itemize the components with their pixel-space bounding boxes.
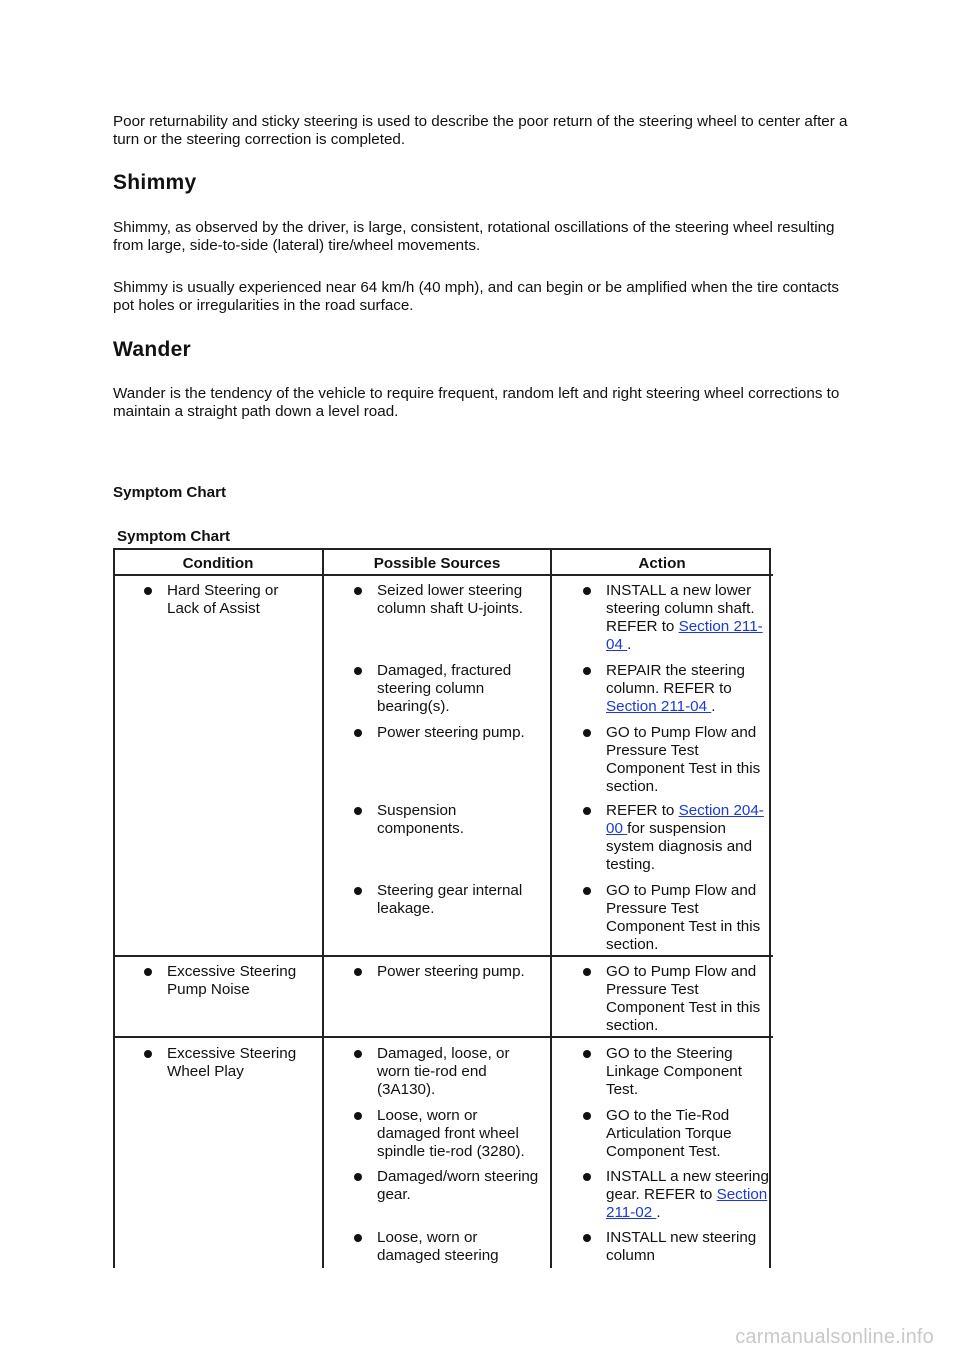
condition-text: Excessive Steering Pump Noise xyxy=(167,963,297,998)
bullet-icon xyxy=(354,1173,362,1181)
row-divider xyxy=(113,574,773,576)
bullet-icon xyxy=(354,1112,362,1120)
action-text: INSTALL a new lower steering column shaft. REFER to Section 211-04 . xyxy=(606,582,763,653)
source-cell xyxy=(354,963,539,981)
bullet-icon xyxy=(354,887,362,895)
section-link[interactable]: Section 211-04 xyxy=(606,618,763,653)
returnability-paragraph: Poor returnability and sticky steering is used to describe the poor return of the steering wheel to center after a turn or the steering correction is completed. xyxy=(113,113,848,148)
action-text: REFER to Section 204-00 for suspension system diagnosis and testing. xyxy=(606,802,764,873)
source-text: Power steering pump. xyxy=(377,724,525,741)
bullet-icon xyxy=(583,1234,591,1242)
action-cell xyxy=(583,882,773,954)
column-divider xyxy=(550,548,552,1268)
source-cell xyxy=(354,882,539,918)
source-cell xyxy=(354,724,539,742)
source-text: Power steering pump. xyxy=(377,963,525,980)
action-text: GO to Pump Flow and Pressure Test Component Test in this section. xyxy=(606,882,761,953)
action-text: REPAIR the steering column. REFER to Section 211-04 . xyxy=(606,662,746,715)
bullet-icon xyxy=(144,1050,152,1058)
action-cell xyxy=(583,963,773,1035)
action-cell xyxy=(583,582,773,654)
action-text: GO to Pump Flow and Pressure Test Component Test in this section. xyxy=(606,724,761,795)
bullet-icon xyxy=(583,667,591,675)
bullet-icon xyxy=(583,587,591,595)
section-link[interactable]: Section 211-04 xyxy=(606,698,712,715)
row-divider xyxy=(113,1036,773,1038)
source-cell xyxy=(354,662,539,716)
action-cell xyxy=(583,1107,773,1161)
shimmy-paragraph-1: Shimmy, as observed by the driver, is large, consistent, rotational oscillations of the steering wheel resulting from large, side-to-side (lateral) tire/wheel movements. xyxy=(113,219,835,254)
bullet-icon xyxy=(583,1112,591,1120)
action-text: GO to the Steering Linkage Component Test. xyxy=(606,1045,742,1098)
source-text: Loose, worn or damaged front wheel spindle tie-rod (3280). xyxy=(377,1107,525,1160)
table-caption: Symptom Chart xyxy=(117,528,231,545)
bullet-icon xyxy=(354,1050,362,1058)
bullet-icon xyxy=(583,887,591,895)
bullet-icon xyxy=(354,968,362,976)
source-text: Loose, worn or damaged steering xyxy=(377,1229,499,1264)
bullet-icon xyxy=(354,1234,362,1242)
bullet-icon xyxy=(583,729,591,737)
source-cell xyxy=(354,582,539,618)
action-cell xyxy=(583,802,773,874)
symptom-chart-heading: Symptom Chart xyxy=(113,484,227,501)
action-text: INSTALL a new steering gear. REFER to Section 211-02 . xyxy=(606,1168,769,1221)
action-text: INSTALL new steering column xyxy=(606,1229,757,1264)
condition-cell xyxy=(144,963,304,999)
action-text: GO to Pump Flow and Pressure Test Component Test in this section. xyxy=(606,963,761,1034)
wander-heading: Wander xyxy=(113,338,192,361)
bullet-icon xyxy=(583,807,591,815)
source-text: Suspension components. xyxy=(377,802,464,837)
bullet-icon xyxy=(354,807,362,815)
bullet-icon xyxy=(354,667,362,675)
source-cell xyxy=(354,802,539,838)
action-cell xyxy=(583,1045,773,1099)
source-text: Damaged, fractured steering column bearing(s). xyxy=(377,662,512,715)
action-text: GO to the Tie-Rod Articulation Torque Component Test. xyxy=(606,1107,732,1160)
header-condition: Condition xyxy=(182,555,254,572)
action-cell xyxy=(583,1229,773,1265)
bullet-icon xyxy=(354,587,362,595)
condition-cell xyxy=(144,582,304,618)
source-cell xyxy=(354,1168,539,1204)
action-cell xyxy=(583,1168,773,1222)
bullet-icon xyxy=(583,1173,591,1181)
condition-cell xyxy=(144,1045,304,1081)
source-text: Damaged, loose, or worn tie-rod end (3A130). xyxy=(377,1045,510,1098)
shimmy-paragraph-2: Shimmy is usually experienced near 64 km/h (40 mph), and can begin or be amplified when the tire contacts pot holes or irregularities in the road surface. xyxy=(113,279,840,314)
source-cell xyxy=(354,1229,539,1265)
watermark: carmanualsonline.info xyxy=(735,1326,934,1348)
source-cell xyxy=(354,1045,539,1099)
bullet-icon xyxy=(583,1050,591,1058)
action-cell xyxy=(583,724,773,796)
header-action: Action xyxy=(638,555,686,572)
action-cell xyxy=(583,662,773,716)
section-link[interactable]: Section 211-02 xyxy=(606,1186,768,1221)
wander-paragraph: Wander is the tendency of the vehicle to require frequent, random left and right steering wheel corrections to maintain a straight path down a level road. xyxy=(113,385,840,420)
condition-text: Excessive Steering Wheel Play xyxy=(167,1045,297,1080)
row-divider xyxy=(113,955,773,957)
bullet-icon xyxy=(144,968,152,976)
section-link[interactable]: Section 204-00 xyxy=(606,802,764,837)
symptom-table xyxy=(113,548,773,1268)
condition-text: Hard Steering or Lack of Assist xyxy=(167,582,279,617)
source-text: Damaged/worn steering gear. xyxy=(377,1168,539,1203)
bullet-icon xyxy=(354,729,362,737)
column-divider xyxy=(322,548,324,1268)
bullet-icon xyxy=(583,968,591,976)
header-possible-sources: Possible Sources xyxy=(373,555,501,572)
source-text: Steering gear internal leakage. xyxy=(377,882,523,917)
bullet-icon xyxy=(144,587,152,595)
source-cell xyxy=(354,1107,539,1161)
shimmy-heading: Shimmy xyxy=(113,171,197,194)
source-text: Seized lower steering column shaft U-joints. xyxy=(377,582,524,617)
